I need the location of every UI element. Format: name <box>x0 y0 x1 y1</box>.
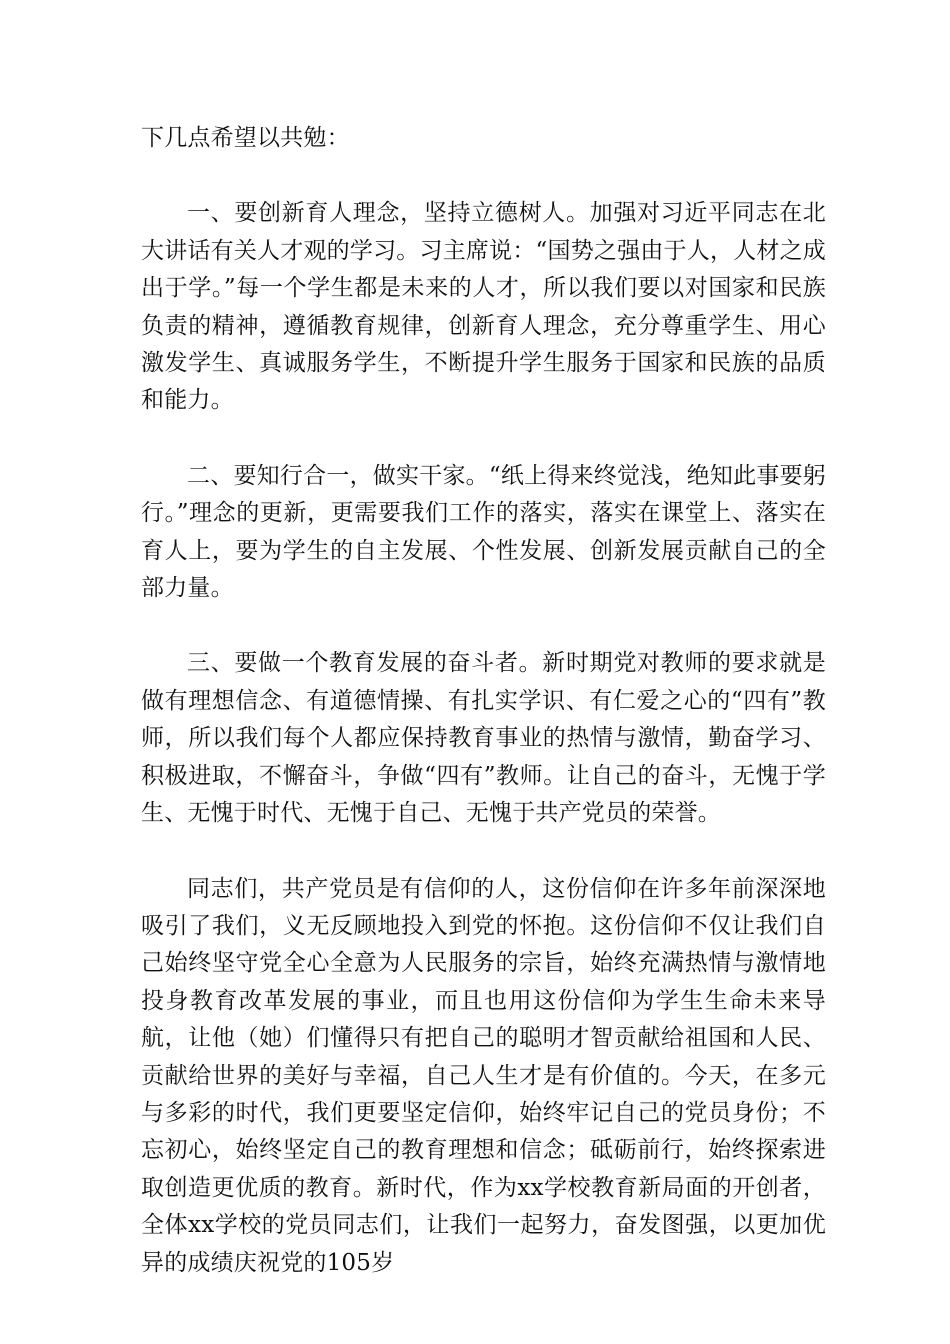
paragraph-gap <box>141 833 826 871</box>
closing-paragraph: 同志们，共产党员是有信仰的人，这份信仰在许多年前深深地吸引了我们，义无反顾地投入到党的怀抱。这份信仰不仅让我们自己始终坚守党全心全意为人民服务的宗旨，始终充满热情与激情地投身教育改革发展的事业，而且也用这份信仰为学生生命未来导航，让他（她）们懂得只有把自己的聪明才智贡献给祖国和人民、贡献给世界的美好与幸福，自己人生才是有价值的。今天，在多元与多彩的时代，我们更要坚定信仰，始终牢记自己的党员身份；不忘初心，始终坚定自己的教育理想和信念；砥砺前行，始终探索进取创造更优质的教育。新时代，作为xx学校教育新局面的开创者，全体xx学校的党员同志们，让我们一起努力，奋发图强，以更加优异的成绩庆祝党的105岁 <box>141 875 826 1276</box>
paragraph-gap <box>141 420 826 458</box>
intro-paragraph: 下几点希望以共勉： <box>141 125 350 151</box>
paragraph-gap <box>141 157 826 195</box>
paragraph-gap <box>141 607 826 645</box>
point-3-paragraph: 三、要做一个教育发展的奋斗者。新时期党对教师的要求就是做有理想信念、有道德情操、有扎实学识、有仁爱之心的“四有”教师，所以我们每个人都应保持教育事业的热情与激情，勤奋学习、积极进取，不懈奋斗，争做“四有”教师。让自己的奋斗，无愧于学生、无愧于时代、无愧于自己、无愧于共产党员的荣誉。 <box>141 650 826 827</box>
point-1-paragraph: 一、要创新育人理念，坚持立德树人。加强对习近平同志在北大讲话有关人才观的学习。习主席说：“国势之强由于人，人材之成出于学。”每一个学生都是未来的人才，所以我们要以对国家和民族负责的精神，遵循教育规律，创新育人理念，充分尊重学生、用心激发学生、真诚服务学生，不断提升学生服务于国家和民族的品质和能力。 <box>141 200 826 414</box>
document-page <box>141 120 826 1282</box>
point-2-paragraph: 二、要知行合一，做实干家。“纸上得来终觉浅，绝知此事要躬行。”理念的更新，更需要我们工作的落实，落实在课堂上、落实在育人上，要为学生的自主发展、个性发展、创新发展贡献自己的全部力量。 <box>141 462 826 602</box>
